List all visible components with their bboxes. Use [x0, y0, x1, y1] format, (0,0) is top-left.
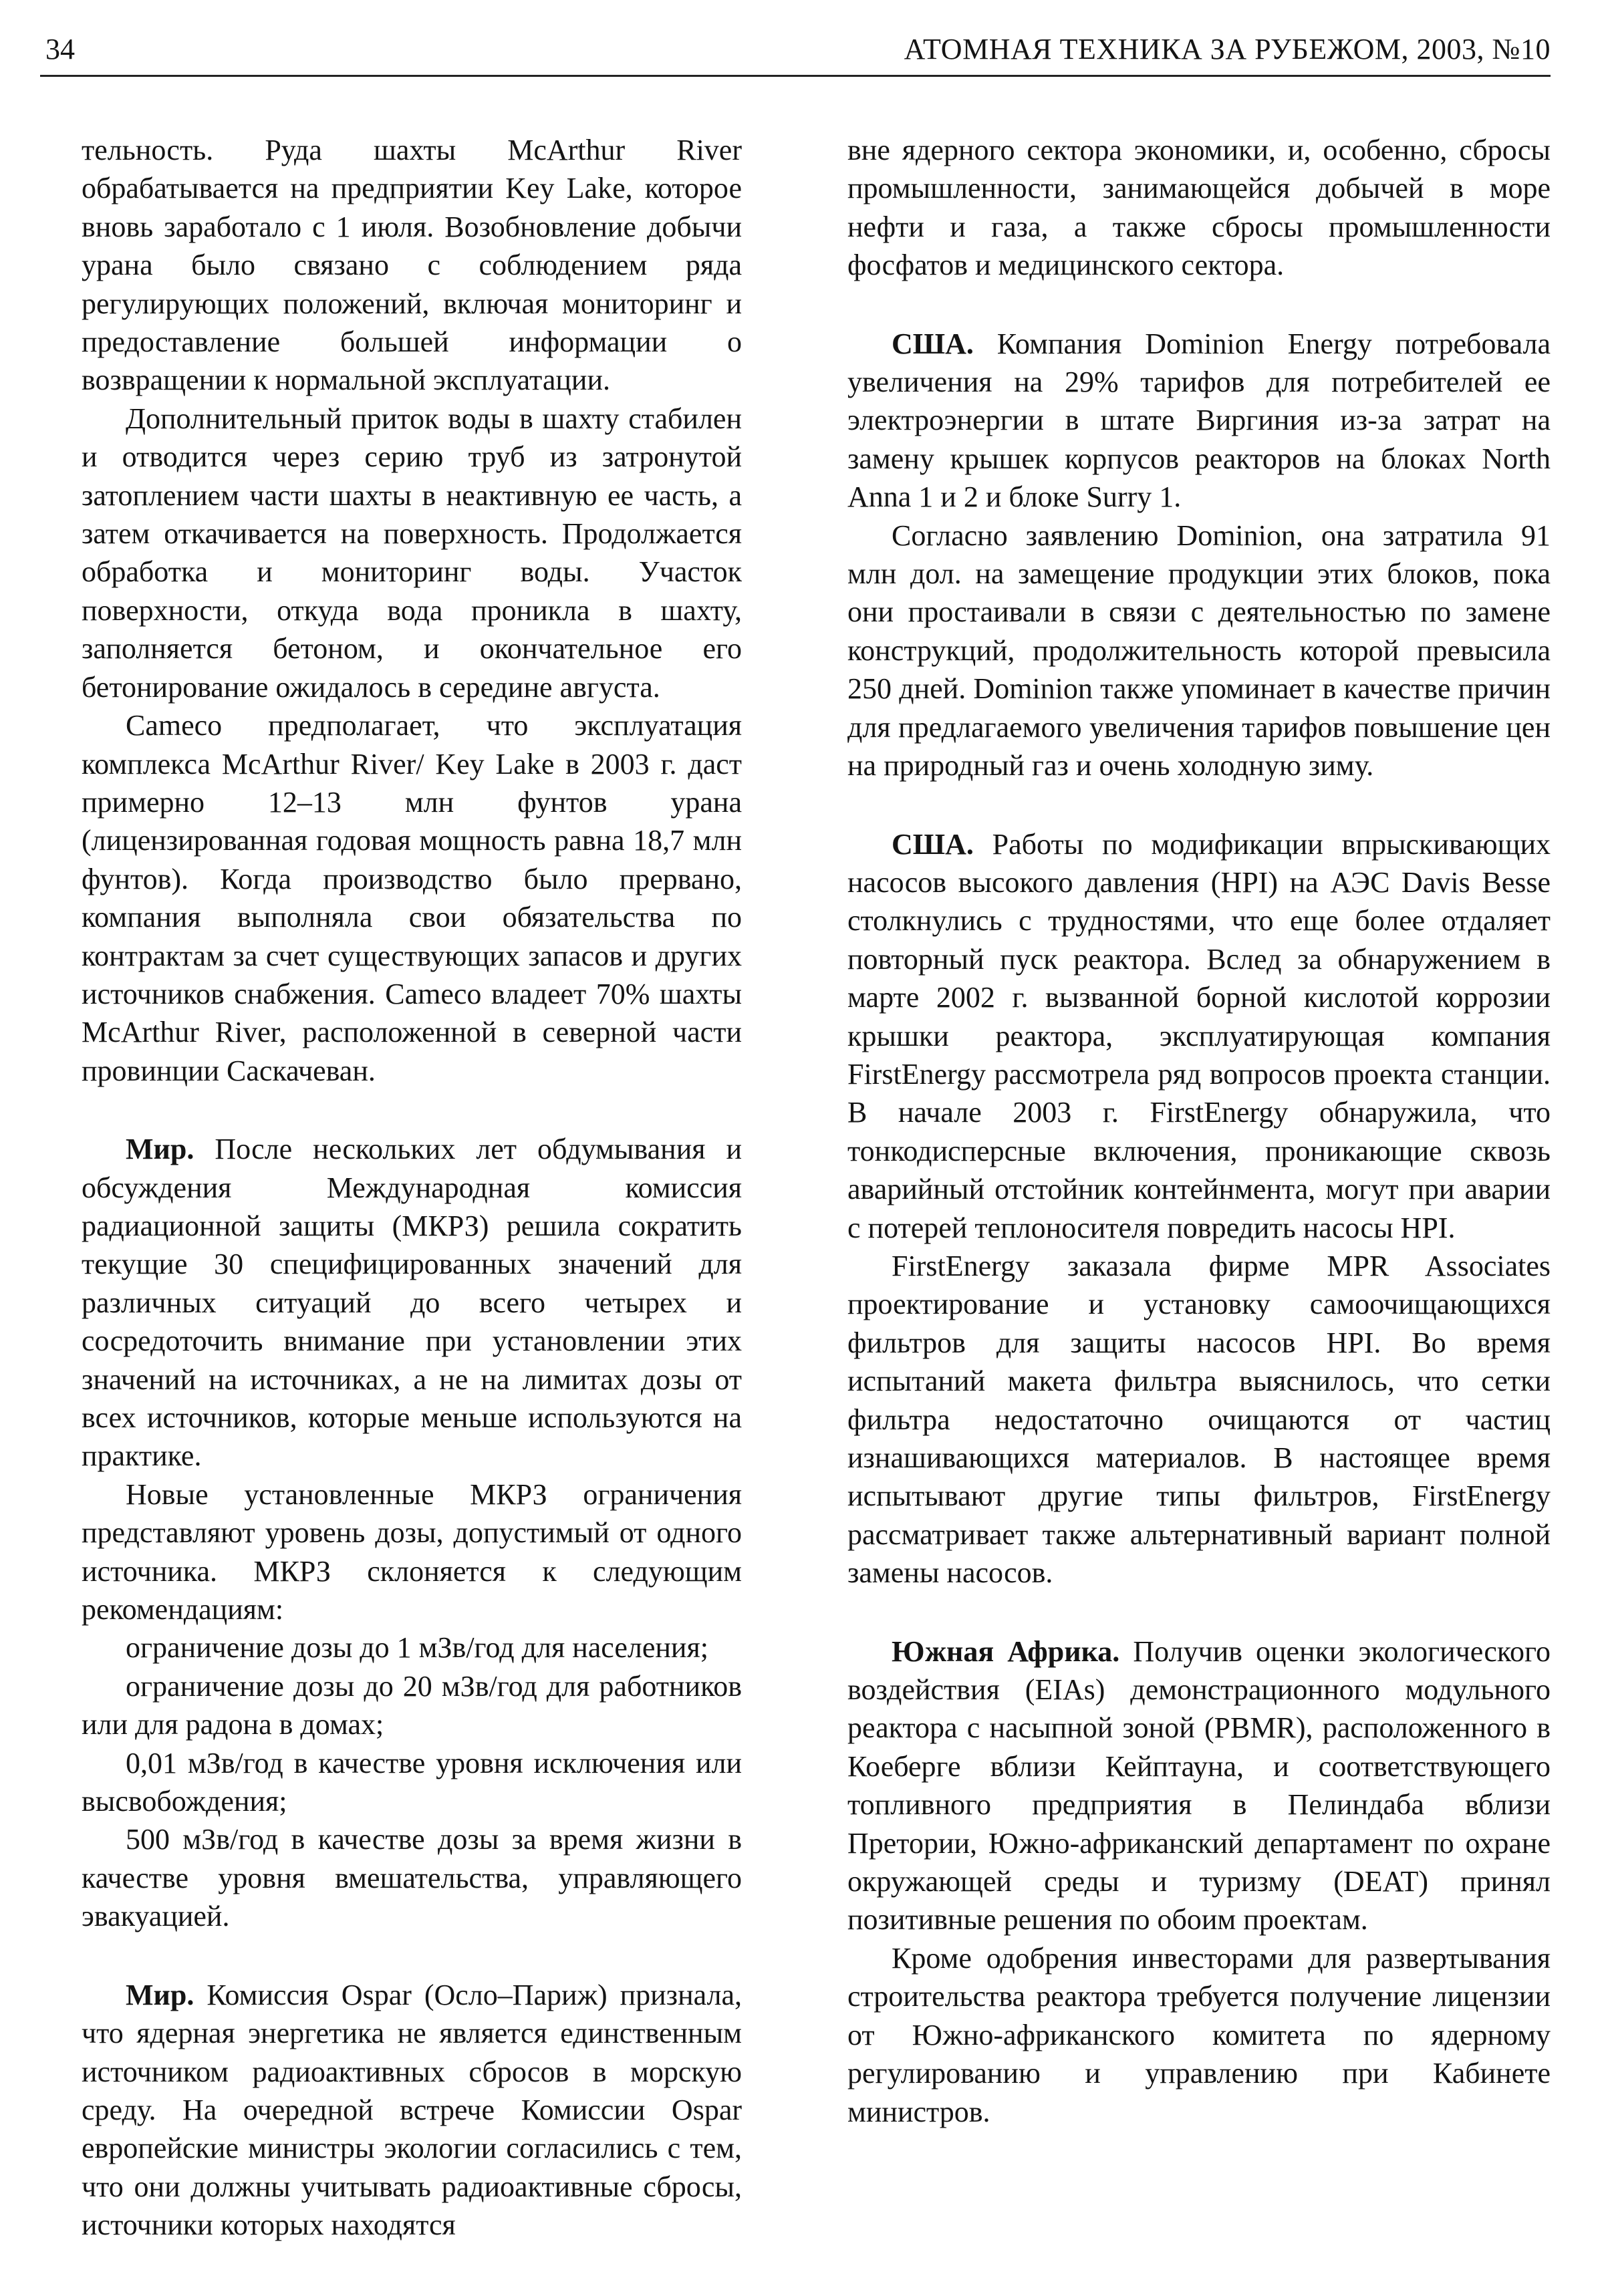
news-item-usa-davis-besse — [847, 825, 1551, 1247]
section-lead: Южная Африка. — [892, 1634, 1120, 1668]
paragraph-text: После нескольких лет обдумывания и обсуждения Международная комиссия радиационной защиты (МКРЗ) решила сократить текущие 30 специфицированных значений для различных ситуаций до всего четырех и сосредоточить внимание при установлении этих значений на источниках, а не на лимитах дозы от всех источников, которые меньше используются на практике. — [82, 1133, 743, 1473]
paragraph — [847, 1939, 1551, 2131]
paragraph-text: Компания Dominion Energy потребовала увеличения на 29% тарифов для потребителей ее электроэнергии в штате Виргиния из-за затрат на замену крышек корпусов реакторов на блоках North Anna 1 и 2 и блоке Surry 1. — [847, 327, 1551, 514]
paragraph-text: FirstEnergy заказала фирме MPR Associates проектирование и установку самоочищающихся фильтров для защиты насосов HPI. Во время испытаний макета фильтра выяснилось, что сетки фильтра недостаточно очищаются от частиц изнашивающихся материалов. В настоящее время испытывают другие типы фильтров, FirstEnergy рассматривает также альтернативный вариант полной замены насосов. — [847, 1249, 1551, 1590]
paragraph — [847, 517, 1551, 785]
section-lead: Мир. — [126, 1133, 194, 1166]
list-item-text: 500 мЗв/год в качестве дозы за время жизни в качестве уровня вмешательства, управляющего эвакуацией. — [82, 1823, 742, 1933]
list-item — [82, 1667, 742, 1744]
paragraph-text: Дополнительный приток воды в шахту стабилен и отводится через серию труб из затронутой затоплением части шахты в неактивную ее часть, а затем откачивается на поверхность. Продолжается обработка и мониторинг воды. Участок поверхности, откуда вода проникла в шахту, заполняется бетоном, и окончательное его бетонирование ожидалось в середине августа. — [82, 402, 742, 704]
right-column — [847, 131, 1551, 2131]
section-lead: Мир. — [126, 1978, 194, 2011]
paragraph — [82, 706, 742, 1090]
page-number: 34 — [45, 33, 75, 65]
paragraph — [847, 1247, 1551, 1592]
left-column — [82, 131, 742, 2245]
paragraph — [82, 400, 742, 706]
paragraph-text: тельность. Руда шахты McArthur River обрабатывается на предприятии Key Lake, которое вновь заработало с 1 июля. Возобновление добычи урана было связано с соблюдением ряда регулирующих положений, включая мониторинг и предоставление большей информации о возвращении к нормальной эксплуатации. — [82, 134, 742, 397]
paragraph — [82, 1475, 742, 1629]
paragraph-text: Кроме одобрения инвесторами для развертывания строительства реактора требуется получение лицензии от Южно-африканского комитета по ядерному регулированию и управлению при Кабинете министров. — [847, 1941, 1551, 2128]
list-item — [82, 1820, 742, 1935]
paragraph-text: Согласно заявлению Dominion, она затратила 91 млн дол. на замещение продукции этих блоков, пока они простаивали в связи с деятельностью по замене конструкций, продолжительность которой превысила 250 дней. Dominion также упоминает в качестве причин для предлагаемого увеличения тарифов повышение цен на природный газ и очень холодную зиму. — [847, 519, 1551, 782]
paragraph-text: Cameco предполагает, что эксплуатация комплекса McArthur River/ Key Lake в 2003 г. даст примерно 12–13 млн фунтов урана (лицензированная годовая мощность равна 18,7 млн фунтов). Когда производство было прервано, компания выполняла свои обязательства по контрактам за счет существующих запасов и других источников снабжения. Cameco владеет 70% шахты McArthur River, расположенной в северной части провинции Саскачеван. — [82, 709, 742, 1087]
news-item-world-icrp — [82, 1130, 742, 1475]
list-item — [82, 1744, 742, 1821]
news-item-world-ospar — [82, 1976, 742, 2245]
paragraph-text: Получив оценки экологического воздействия (EIAs) демонстрационного модульного реактора с насыпной зоной (PBMR), расположенного в Коеберге вблизи Кейптауна, и соответствующего топливного предприятия в Пелиндаба вблизи Претории, Южно-африканский департамент по охране окружающей среды и туризму (DEAT) принял позитивные решения по обоим проектам. — [847, 1634, 1551, 1936]
list-item-text: 0,01 мЗв/год в качестве уровня исключения или высвобождения; — [82, 1746, 742, 1818]
section-lead: США. — [892, 327, 974, 360]
list-item — [82, 1628, 742, 1667]
paragraph-text: Новые установленные МКРЗ ограничения представляют уровень дозы, допустимый от одного источника. МКРЗ склоняется к следующим рекомендациям: — [82, 1477, 742, 1626]
paragraph-text: Комиссия Ospar (Осло–Париж) признала, что ядерная энергетика не является единственным источником радиоактивных сбросов в морскую среду. На очередной встрече Комиссии Ospar европейские министры экологии согласились с тем, что они должны учитывать радиоактивные сбросы, источники которых находятся — [82, 1978, 743, 2242]
news-item-usa-dominion — [847, 325, 1551, 517]
page-header — [40, 27, 1551, 77]
paragraph — [847, 131, 1551, 285]
paragraph — [82, 131, 742, 400]
list-item-text: ограничение дозы до 20 мЗв/год для работников или для радона в домах; — [82, 1669, 742, 1741]
paragraph-text: вне ядерного сектора экономики, и, особенно, сбросы промышленности, занимающейся добычей в море нефти и газа, а также сбросы промышленности фосфатов и медицинского сектора. — [847, 134, 1551, 282]
paragraph-text: Работы по модификации впрыскивающих насосов высокого давления (HPI) на АЭС Davis Besse столкнулись с трудностями, что еще более отдаляет повторный пуск реактора. Вслед за обнаружением в марте 2002 г. вызванной борной кислотой коррозии крышки реактора, эксплуатирующая компания FirstEnergy рассмотрела ряд вопросов проекта станции. В начале 2003 г. FirstEnergy обнаружила, что тонкодисперсные включения, проникающие сквозь аварийный отстойник контейнмента, могут при аварии с потерей теплоносителя повредить насосы HPI. — [847, 827, 1551, 1244]
list-item-text: ограничение дозы до 1 мЗв/год для населения; — [126, 1631, 708, 1665]
news-item-south-africa — [847, 1632, 1551, 1939]
journal-title: АТОМНАЯ ТЕХНИКА ЗА РУБЕЖОМ, 2003, №10 — [904, 33, 1551, 65]
section-lead: США. — [892, 827, 974, 861]
